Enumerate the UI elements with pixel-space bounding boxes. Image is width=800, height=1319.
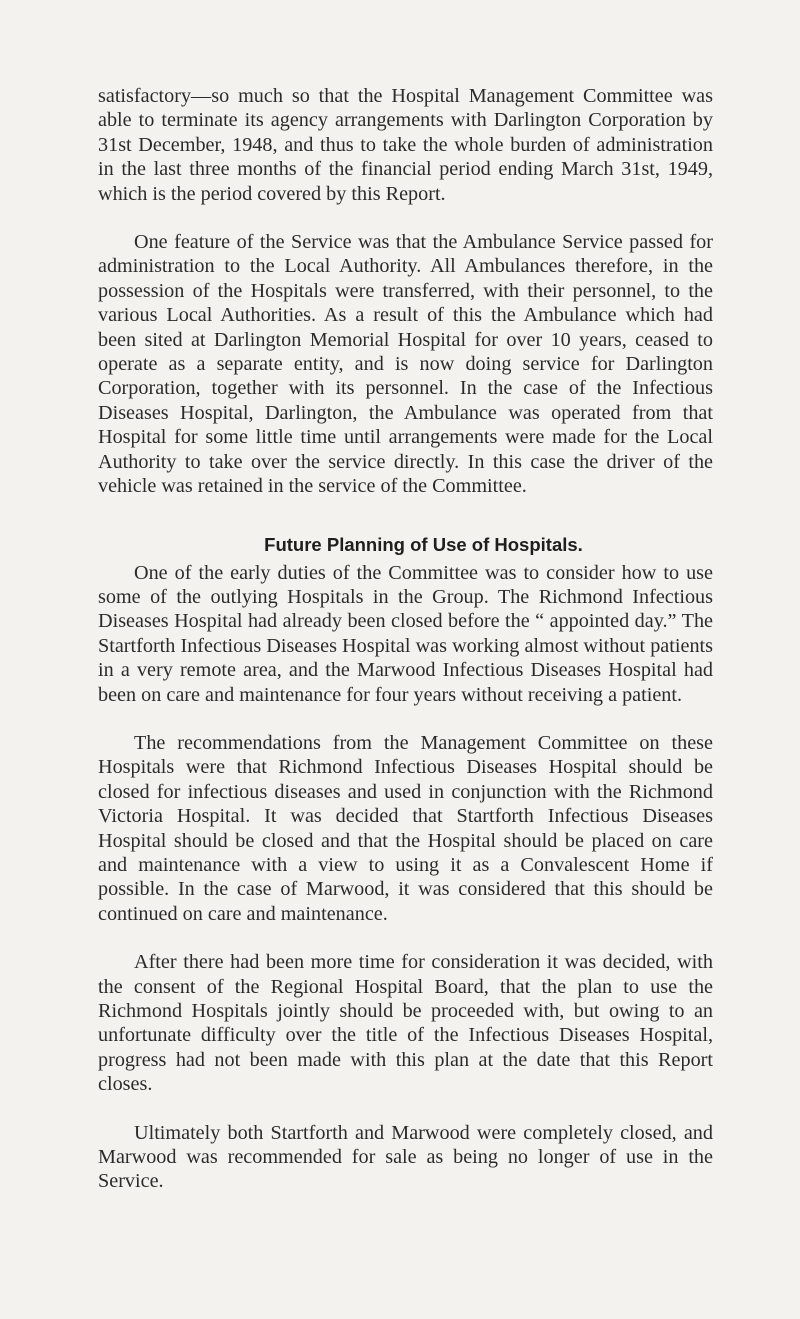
section-heading: Future Planning of Use of Hospitals. [264,533,583,555]
outlying-hospitals-paragraph: One of the early duties of the Committee was to consider how to use some of the outlying Hospitals in the Group. The Richmond Infectious Diseases Hospital had already been closed before the “ appointed day.” The Startforth Infectious Diseases Hospital was working almost without patients in a very remote area, and the Marwood Infectious Diseases Hospital had been on care and maintenance for four years without receiving a patient. [98,561,713,706]
recommendations-paragraph: The recommendations from the Management Committee on these Hospitals were that Richmond Infectious Diseases Hospital should be closed for infectious diseases and used in conjunction with the Richmond Victoria Hospital. It was decided that Startforth Infectious Diseases Hospital should be closed and that the Hospital should be placed on care and maintenance with a view to using it as a Convalescent Home if possible. In the case of Marwood, it was considered that this should be continued on care and maintenance. [98,731,713,925]
document-body [98,84,713,1194]
consideration-paragraph: After there had been more time for consideration it was decided, with the consent of the Regional Hospital Board, that the plan to use the Richmond Hospitals jointly should be proceeded with, but owing to an unfortunate difficulty over the title of the Infectious Diseases Hospital, progress had not been made with this plan at the date that this Report closes. [98,951,713,1096]
continuation-paragraph: satisfactory—so much so that the Hospital Management Committee was able to terminate its agency arrangements with Darlington Corporation by 31st December, 1948, and thus to take the whole burden of administration in the last three months of the financial period ending March 31st, 1949, which is the period covered by this Report. [98,85,713,205]
closure-paragraph: Ultimately both Startforth and Marwood were completely closed, and Marwood was recommended for sale as being no longer of use in the Service. [98,1121,713,1193]
ambulance-service-paragraph: One feature of the Service was that the Ambulance Service passed for administration to the Local Authority. All Ambulances therefore, in the possession of the Hospitals were transferred, with their personnel, to the various Local Authorities. As a result of this the Ambulance which had been sited at Darlington Memorial Hospital for over 10 years, ceased to operate as a separate entity, and is now doing service for Darlington Corporation, together with its personnel. In the case of the Infectious Diseases Hospital, Darlington, the Ambulance was operated from that Hospital for some little time until arrangements were made for the Local Authority to take over the service directly. In this case the driver of the vehicle was retained in the service of the Committee. [98,231,713,498]
